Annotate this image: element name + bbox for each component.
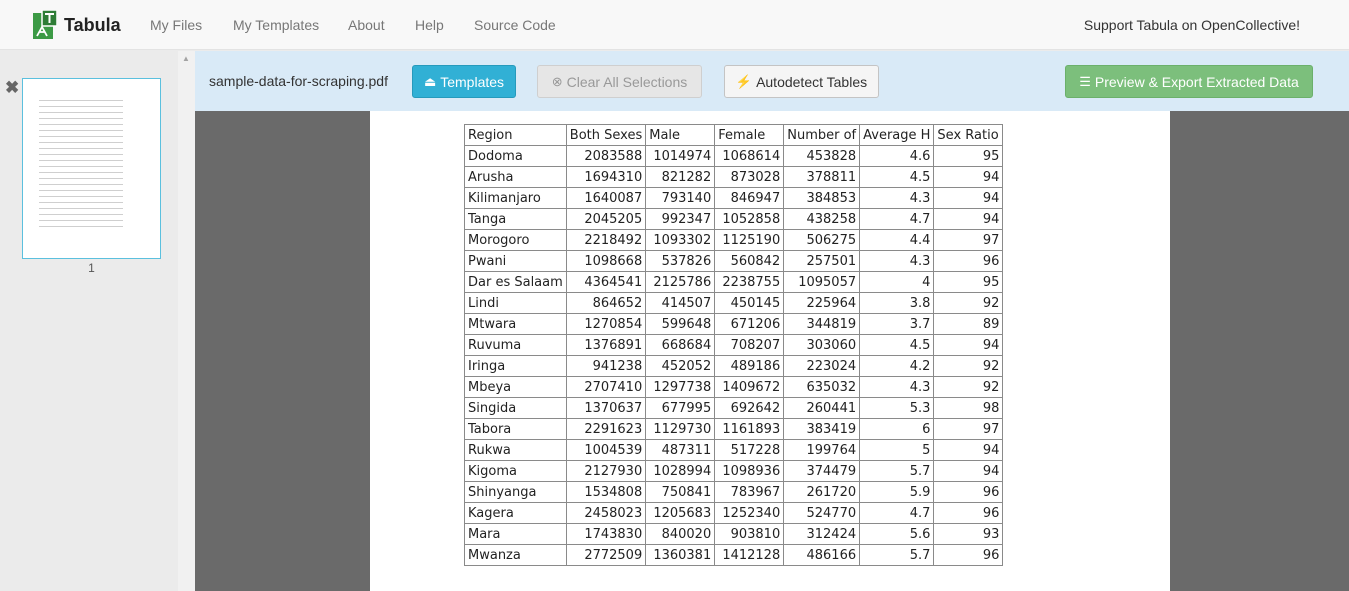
tabula-logo-icon [33,10,57,40]
table-cell: 4.6 [860,146,934,167]
table-cell: 2125786 [646,272,715,293]
table-cell: 537826 [646,251,715,272]
table-cell: 4.2 [860,356,934,377]
table-cell: 92 [934,377,1003,398]
templates-button-label: Templates [440,73,505,90]
close-icon[interactable]: ✖ [5,78,20,97]
preview-export-label: Preview & Export Extracted Data [1094,73,1299,90]
table-cell: 1409672 [715,377,784,398]
table-cell: 783967 [715,482,784,503]
table-row [465,461,1003,482]
table-cell: 96 [934,545,1003,566]
table-cell: 97 [934,230,1003,251]
table-cell: 98 [934,398,1003,419]
table-row [465,419,1003,440]
scroll-up-icon[interactable]: ▲ [182,54,190,63]
sidebar-scrollbar[interactable] [178,51,195,591]
eject-icon: ⏏ [423,73,437,89]
table-cell: 506275 [784,230,860,251]
table-cell: Mbeya [465,377,567,398]
table-cell: 1095057 [784,272,860,293]
nav-help[interactable]: Help [415,17,444,33]
table-cell: 199764 [784,440,860,461]
table-cell: 671206 [715,314,784,335]
table-cell: 864652 [566,293,645,314]
table-cell: 94 [934,440,1003,461]
table-cell: 1360381 [646,545,715,566]
table-cell: Dodoma [465,146,567,167]
table-cell: 1125190 [715,230,784,251]
table-cell: 452052 [646,356,715,377]
table-cell: 1161893 [715,419,784,440]
table-cell: 2127930 [566,461,645,482]
brand[interactable] [33,10,121,40]
list-icon: ☰ [1079,73,1091,89]
table-cell: 4364541 [566,272,645,293]
table-cell: 4.7 [860,503,934,524]
table-cell: 344819 [784,314,860,335]
table-cell: Arusha [465,167,567,188]
table-row [465,230,1003,251]
table-cell: 1093302 [646,230,715,251]
table-cell: Iringa [465,356,567,377]
table-cell: 635032 [784,377,860,398]
table-cell: 374479 [784,461,860,482]
table-header-cell: Sex Ratio [934,125,1003,146]
table-cell: Tanga [465,209,567,230]
table-cell: 2458023 [566,503,645,524]
table-cell: 560842 [715,251,784,272]
table-cell: 92 [934,293,1003,314]
table-cell: 846947 [715,188,784,209]
table-cell: 2772509 [566,545,645,566]
table-row [465,356,1003,377]
table-cell: 94 [934,461,1003,482]
table-header-cell: Average H [860,125,934,146]
table-cell: 992347 [646,209,715,230]
table-cell: 95 [934,146,1003,167]
thumbnail-table-preview [39,95,123,227]
table-cell: 903810 [715,524,784,545]
table-body [465,146,1003,566]
table-row [465,146,1003,167]
table-row [465,440,1003,461]
table-header-row [465,125,1003,146]
table-cell: 95 [934,272,1003,293]
table-cell: Singida [465,398,567,419]
table-cell: 1412128 [715,545,784,566]
table-cell: 1004539 [566,440,645,461]
clear-circle-icon: ⊗ [551,73,563,89]
table-cell: Morogoro [465,230,567,251]
preview-export-button[interactable] [1065,65,1313,98]
table-cell: 1028994 [646,461,715,482]
table-row [465,335,1003,356]
table-cell: 4.5 [860,335,934,356]
file-name: sample-data-for-scraping.pdf [209,73,388,89]
table-cell: 1252340 [715,503,784,524]
table-cell: 2291623 [566,419,645,440]
top-navbar [0,0,1349,50]
table-cell: 94 [934,335,1003,356]
table-cell: 677995 [646,398,715,419]
nav-source-code[interactable]: Source Code [474,17,556,33]
table-header-cell: Number of [784,125,860,146]
table-cell: 873028 [715,167,784,188]
table-cell: 1098668 [566,251,645,272]
table-cell: 3.7 [860,314,934,335]
table-header-cell: Both Sexes [566,125,645,146]
page-thumbnails-sidebar [0,51,195,591]
table-cell: 1098936 [715,461,784,482]
table-cell: 312424 [784,524,860,545]
table-cell: 5.7 [860,461,934,482]
table-cell: 6 [860,419,934,440]
table-cell: 487311 [646,440,715,461]
clear-all-selections-button[interactable] [537,65,702,98]
table-cell: Mtwara [465,314,567,335]
table-row [465,524,1003,545]
table-header-cell: Male [646,125,715,146]
table-cell: 840020 [646,524,715,545]
table-cell: Kigoma [465,461,567,482]
table-cell: 94 [934,209,1003,230]
table-cell: 260441 [784,398,860,419]
table-cell: 1370637 [566,398,645,419]
table-row [465,251,1003,272]
page-thumbnail-number: 1 [88,261,95,275]
table-row [465,188,1003,209]
table-row [465,545,1003,566]
table-cell: 692642 [715,398,784,419]
table-cell: 89 [934,314,1003,335]
table-cell: 821282 [646,167,715,188]
table-cell: 1297738 [646,377,715,398]
table-cell: 1068614 [715,146,784,167]
table-cell: 489186 [715,356,784,377]
population-table [464,124,1003,566]
table-cell: 941238 [566,356,645,377]
table-cell: 793140 [646,188,715,209]
table-cell: 438258 [784,209,860,230]
table-cell: 1052858 [715,209,784,230]
clear-all-selections-label: Clear All Selections [566,73,688,90]
table-cell: 599648 [646,314,715,335]
nav-my-templates[interactable]: My Templates [233,17,320,33]
table-cell: 5.3 [860,398,934,419]
table-row [465,272,1003,293]
table-cell: 93 [934,524,1003,545]
table-cell: 96 [934,482,1003,503]
table-cell: 94 [934,188,1003,209]
table-cell: 383419 [784,419,860,440]
table-cell: 223024 [784,356,860,377]
table-cell: 5.9 [860,482,934,503]
table-cell: 1014974 [646,146,715,167]
table-cell: 2238755 [715,272,784,293]
table-cell: 524770 [784,503,860,524]
nav-about[interactable]: About [348,17,385,33]
table-cell: 4.3 [860,377,934,398]
table-cell: 4.7 [860,209,934,230]
table-row [465,398,1003,419]
table-cell: 378811 [784,167,860,188]
table-cell: 1534808 [566,482,645,503]
table-row [465,314,1003,335]
table-cell: 486166 [784,545,860,566]
table-cell: 4.3 [860,251,934,272]
nav-my-files[interactable]: My Files [150,17,203,33]
table-cell: 4.5 [860,167,934,188]
table-cell: 4.4 [860,230,934,251]
table-cell: Rukwa [465,440,567,461]
table-cell: Mwanza [465,545,567,566]
table-header-cell: Female [715,125,784,146]
table-cell: 750841 [646,482,715,503]
table-header-cell: Region [465,125,567,146]
table-cell: Dar es Salaam [465,272,567,293]
autodetect-tables-button[interactable] [724,65,879,98]
table-cell: 668684 [646,335,715,356]
table-cell: 2218492 [566,230,645,251]
table-cell: 97 [934,419,1003,440]
table-cell: Lindi [465,293,567,314]
table-cell: 94 [934,167,1003,188]
table-cell: 2045205 [566,209,645,230]
table-cell: 303060 [784,335,860,356]
table-row [465,377,1003,398]
table-cell: 4.3 [860,188,934,209]
table-cell: 1694310 [566,167,645,188]
table-cell: 414507 [646,293,715,314]
table-cell: 1205683 [646,503,715,524]
app-title: Tabula [64,14,121,35]
table-cell: 225964 [784,293,860,314]
table-cell: 92 [934,356,1003,377]
table-cell: Ruvuma [465,335,567,356]
table-cell: 5 [860,440,934,461]
autodetect-tables-label: Autodetect Tables [756,73,868,90]
table-cell: 96 [934,503,1003,524]
table-cell: 5.6 [860,524,934,545]
table-cell: 2707410 [566,377,645,398]
table-row [465,167,1003,188]
table-cell: Kagera [465,503,567,524]
table-cell: 453828 [784,146,860,167]
table-row [465,209,1003,230]
table-cell: 257501 [784,251,860,272]
table-cell: Shinyanga [465,482,567,503]
table-row [465,482,1003,503]
table-cell: Tabora [465,419,567,440]
table-cell: 450145 [715,293,784,314]
table-cell: 5.7 [860,545,934,566]
table-cell: 261720 [784,482,860,503]
table-cell: 384853 [784,188,860,209]
table-cell: 517228 [715,440,784,461]
nav-support-link[interactable]: Support Tabula on OpenCollective! [1083,17,1300,33]
table-cell: 1270854 [566,314,645,335]
page-thumbnail[interactable] [22,78,161,259]
table-cell: 1376891 [566,335,645,356]
thumbnail-row [39,221,123,227]
templates-button[interactable] [412,65,516,98]
table-cell: Kilimanjaro [465,188,567,209]
table-cell: 1129730 [646,419,715,440]
table-cell: Pwani [465,251,567,272]
table-cell: 3.8 [860,293,934,314]
table-cell: 96 [934,251,1003,272]
table-cell: 2083588 [566,146,645,167]
table-row [465,503,1003,524]
pdf-viewer[interactable] [195,111,1349,591]
table-cell: 708207 [715,335,784,356]
table-cell: 4 [860,272,934,293]
table-row [465,293,1003,314]
document-toolbar [195,51,1349,111]
table-cell: Mara [465,524,567,545]
table-cell: 1640087 [566,188,645,209]
lightning-icon: ⚡ [735,73,753,89]
table-cell: 1743830 [566,524,645,545]
pdf-page[interactable] [370,111,1170,591]
